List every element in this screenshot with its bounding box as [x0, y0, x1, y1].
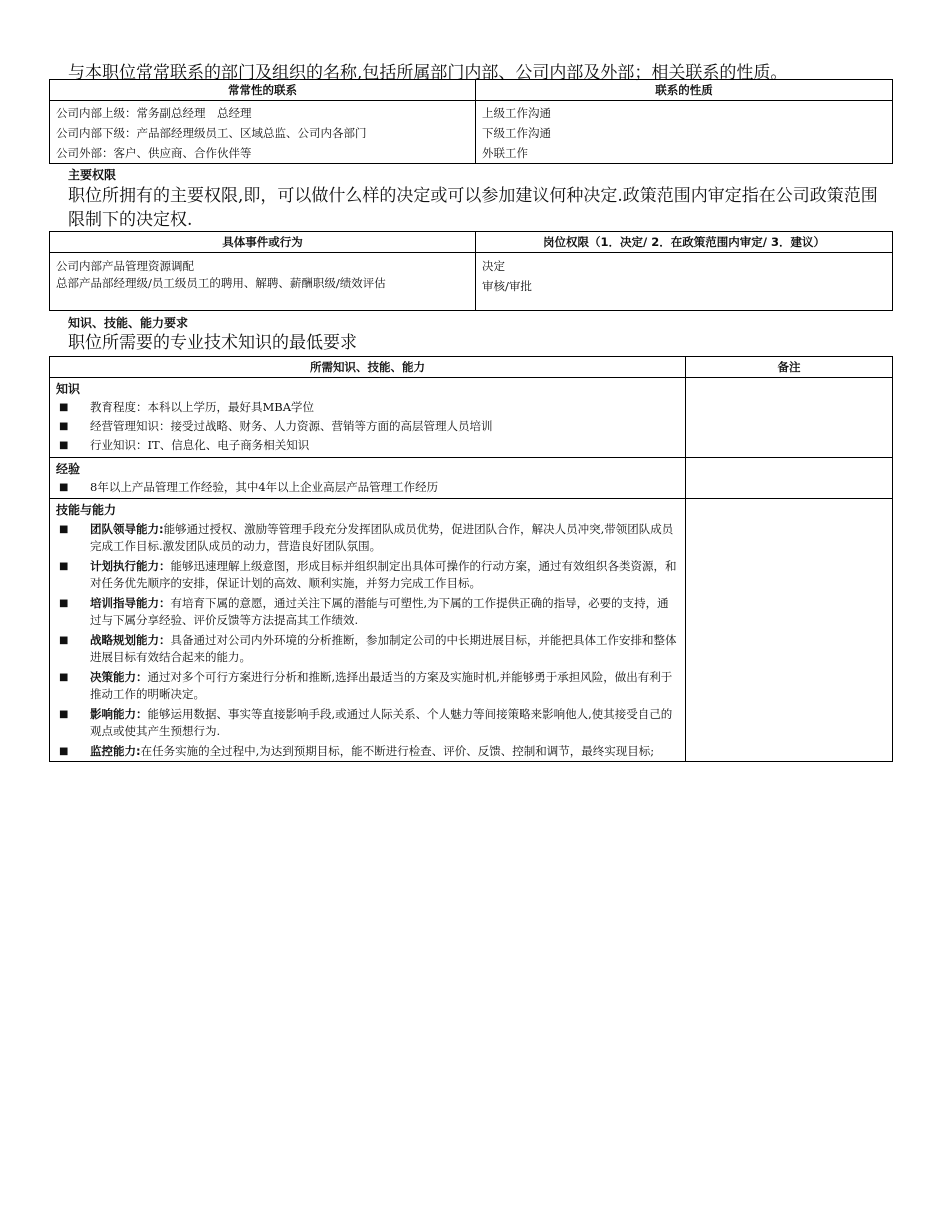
- remark-cell: [686, 378, 893, 458]
- bullet-icon: ■: [59, 709, 69, 720]
- column-header: 备注: [686, 357, 893, 378]
- bullet-icon: ■: [59, 421, 69, 432]
- ability-item: ■ 战略规划能力：具备通过对公司内外环境的分析推断，参加制定公司的中长期进展目标，并能把具体工作安排和整体进展目标有效结合起来的能力。: [59, 633, 677, 664]
- bullet-icon: ■: [59, 598, 69, 609]
- remark-cell: [686, 458, 893, 499]
- contact-nature: 上级工作沟通: [482, 106, 551, 120]
- authority-description: 职位所拥有的主要权限,即，可以做什么样的决定或可以参加建议何种决定.政策范围内审定指在公司政策范围限制下的决定权.: [68, 186, 878, 230]
- table-header-row: [50, 357, 893, 378]
- list-item: ■ 8年以上产品管理工作经验，其中4年以上企业高层产品管理工作经历: [56, 478, 679, 497]
- bullet-icon: ■: [59, 482, 69, 493]
- bullet-icon: ■: [59, 561, 69, 572]
- authority-heading: 主要权限: [68, 168, 117, 182]
- abilities-row: [50, 499, 893, 762]
- contacts-table: [49, 79, 893, 164]
- bullet-icon: ■: [59, 524, 69, 535]
- contact-nature: 外联工作: [482, 146, 528, 160]
- table-header-row: [50, 232, 893, 253]
- authority-event: 公司内部产品管理资源调配: [56, 259, 194, 273]
- authority-table: [49, 231, 893, 311]
- ability-item: ■ 影响能力：能够运用数据、事实等直接影响手段,或通过人际关系、个人魅力等间接策略来影响他人,使其接受自己的观点或使其产生预想行为.: [59, 707, 673, 738]
- list-item: ■ 经营管理知识：接受过战略、财务、人力资源、营销等方面的高层管理人员培训: [56, 417, 679, 436]
- table-row: [50, 101, 893, 164]
- knowledge-row: [50, 378, 893, 458]
- table-header-row: [50, 80, 893, 101]
- contact-item: 公司外部：客户、供应商、合作伙伴等: [56, 146, 252, 160]
- bullet-icon: ■: [59, 635, 69, 646]
- knowledge-title: 知识: [56, 382, 81, 396]
- authority-event: 总部产品部经理级/员工级员工的聘用、解聘、薪酬职级/绩效评估: [56, 276, 386, 290]
- contacts-intro: 与本职位常常联系的部门及组织的名称,包括所属部门内部、公司内部及外部；相关联系的性质。: [68, 63, 788, 83]
- ability-item: ■ 监控能力:在任务实施的全过程中,为达到预期目标，能不断进行检查、评价、反馈、控制和调节，最终实现目标;: [59, 744, 655, 758]
- column-header: 岗位权限（1．决定/ 2．在政策范围内审定/ 3．建议）: [476, 232, 893, 253]
- table-row: [50, 253, 893, 311]
- bullet-icon: ■: [59, 402, 69, 413]
- column-header: 具体事件或行为: [50, 232, 476, 253]
- authority-right: 决定: [482, 259, 505, 273]
- bullet-icon: ■: [59, 440, 69, 451]
- experience-row: [50, 458, 893, 499]
- column-header: 联系的性质: [476, 80, 893, 101]
- ability-item: ■ 决策能力：通过对多个可行方案进行分析和推断,选择出最适当的方案及实施时机,并能够勇于承担风险，做出有利于推动工作的明晰决定。: [59, 670, 673, 701]
- ability-item: ■ 团队领导能力:能够通过授权、激励等管理手段充分发挥团队成员优势，促进团队合作，解决人员冲突,带领团队成员完成工作目标.激发团队成员的动力，营造良好团队氛围。: [59, 522, 674, 553]
- experience-title: 经验: [56, 462, 81, 476]
- list-item: ■ 教育程度：本科以上学历，最好具MBA学位: [56, 398, 679, 417]
- authority-right: 审核/审批: [482, 279, 532, 293]
- column-header: 常常性的联系: [50, 80, 476, 101]
- remark-cell: [686, 499, 893, 762]
- skills-table: [49, 356, 893, 762]
- abilities-title: 技能与能力: [56, 503, 117, 517]
- contact-nature: 下级工作沟通: [482, 126, 551, 140]
- contact-item: 公司内部上级：常务副总经理 总经理: [56, 106, 252, 120]
- skills-description: 职位所需要的专业技术知识的最低要求: [68, 333, 357, 353]
- ability-item: ■ 计划执行能力：能够迅速理解上级意图，形成目标并组织制定出具体可操作的行动方案，通过有效组织各类资源，和对任务优先顺序的安排，保证计划的高效、顺利实施，并努力完成工作目标。: [59, 559, 677, 590]
- bullet-icon: ■: [59, 746, 69, 757]
- contact-item: 公司内部下级：产品部经理级员工、区域总监、公司内各部门: [56, 126, 367, 140]
- skills-heading: 知识、技能、能力要求: [68, 316, 189, 330]
- list-item: ■ 行业知识：IT、信息化、电子商务相关知识: [56, 436, 679, 455]
- bullet-icon: ■: [59, 672, 69, 683]
- column-header: 所需知识、技能、能力: [50, 357, 686, 378]
- ability-item: ■ 培训指导能力：有培育下属的意愿，通过关注下属的潜能与可塑性,为下属的工作提供正确的指导，必要的支持，通过与下属分享经验、评价反馈等方法提高其工作绩效.: [59, 596, 669, 627]
